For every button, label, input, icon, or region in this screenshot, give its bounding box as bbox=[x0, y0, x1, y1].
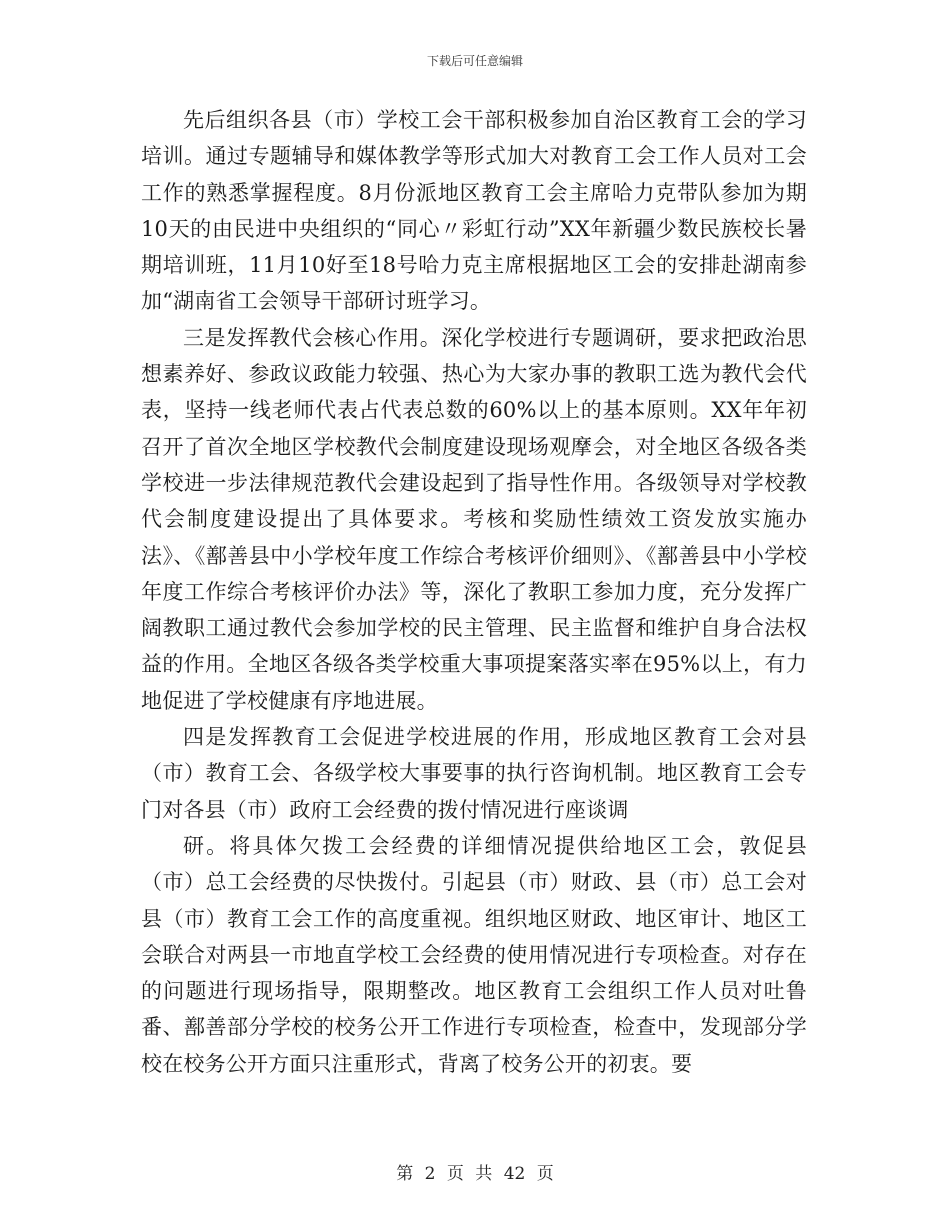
paragraph-2: 三是发挥教代会核心作用。深化学校进行专题调研，要求把政治思想素养好、参政议政能力较强、热心为大家办事的教职工选为教代会代表，坚持一线老师代表占代表总数的60%以上的基本原则。XX年年初召开了首次全地区学校教代会制度建设现场观摩会，对全地区各级各类学校进一步法律规范教代会建设起到了指导性作用。各级领导对学校教代会制度建设提出了具体要求。考核和奖励性绩效工资发放实施办法》、《鄯善县中小学校年度工作综合考核评价细则》、《鄯善县中小学校年度工作综合考核评价办法》等，深化了教职工参加力度，充分发挥广阔教职工通过教代会参加学校的民主管理、民主监督和维护自身合法权益的作用。全地区各级各类学校重大事项提案落实率在95%以上，有力地促进了学校健康有序地进展。 bbox=[141, 325, 807, 713]
paragraph-4: 研。将具体欠拨工会经费的详细情况提供给地区工会，敦促县（市）总工会经费的尽快拨付。引起县（市）财政、县（市）总工会对县（市）教育工会工作的高度重视。组织地区财政、地区审计、地区工会联合对两县一市地直学校工会经费的使用情况进行专项检查。对存在的问题进行现场指导，限期整改。地区教育工会组织工作人员对吐鲁番、鄯善部分学校的校务公开工作进行专项检查，检查中，发现部分学校在校务公开方面只注重形式，背离了校务公开的初衷。要 bbox=[141, 833, 807, 1076]
document-body bbox=[141, 102, 807, 1082]
paragraph-1: 先后组织各县（市）学校工会干部积极参加自治区教育工会的学习培训。通过专题辅导和媒体教学等形式加大对教育工会工作人员对工会工作的熟悉掌握程度。8月份派地区教育工会主席哈力克带队参加为期10天的由民进中央组织的“同心〃彩虹行动”XX年新疆少数民族校长暑期培训班，11月10好至18号哈力克主席根据地区工会的安排赴湖南参加“湖南省工会领导干部研讨班学习。 bbox=[141, 108, 807, 314]
page-footer: 第 2 页 共 42 页 bbox=[396, 1164, 554, 1184]
page-header: 下载后可任意编辑 bbox=[426, 54, 523, 68]
paragraph-3: 四是发挥教育工会促进学校进展的作用，形成地区教育工会对县（市）教育工会、各级学校大事要事的执行咨询机制。地区教育工会专门对各县（市）政府工会经费的拨付情况进行座谈调 bbox=[141, 725, 807, 822]
